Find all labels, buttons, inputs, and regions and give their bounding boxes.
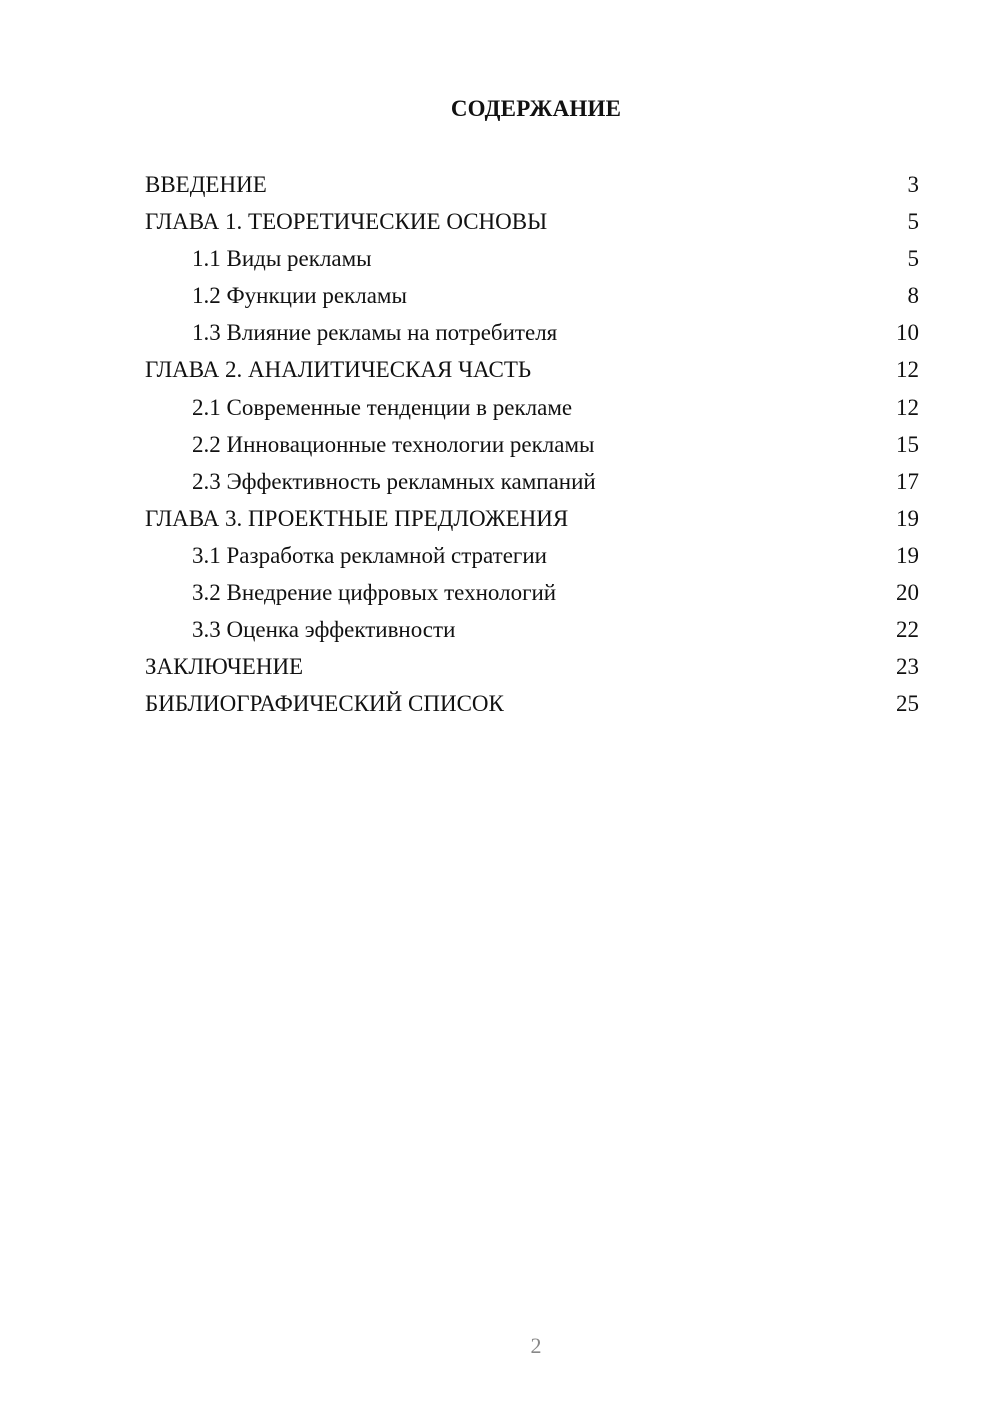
toc-entry-chapter-1[interactable] <box>145 203 919 240</box>
toc-entry-title: 2.3 Эффективность рекламных кампаний <box>192 468 596 494</box>
toc-entry-title: 3.3 Оценка эффективности <box>192 617 456 643</box>
toc-entry-section-3-2[interactable] <box>145 574 919 611</box>
table-of-contents <box>145 166 919 722</box>
toc-entry-title: 1.3 Влияние рекламы на потребителя <box>192 320 558 346</box>
toc-entry-page: 10 <box>896 320 919 346</box>
toc-entry-chapter-3[interactable] <box>145 500 919 537</box>
toc-entry-section-2-1[interactable] <box>145 389 919 426</box>
toc-entry-page: 15 <box>896 431 919 457</box>
toc-entry-title: 1.2 Функции рекламы <box>192 283 407 309</box>
toc-entry-title: БИБЛИОГРАФИЧЕСКИЙ СПИСОК <box>145 691 504 717</box>
toc-entry-title: 3.1 Разработка рекламной стратегии <box>192 542 547 568</box>
toc-entry-title: ВВЕДЕНИЕ <box>145 172 267 197</box>
toc-entry-section-1-3[interactable] <box>145 314 919 351</box>
toc-entry-title: 3.2 Внедрение цифровых технологий <box>192 580 557 606</box>
toc-entry-page: 23 <box>896 654 919 680</box>
toc-entry-page: 25 <box>896 691 919 717</box>
page-title: СОДЕРЖАНИЕ <box>450 96 622 121</box>
page-number: 2 <box>530 1333 542 1358</box>
toc-entry-title: 2.1 Современные тенденции в рекламе <box>192 394 573 420</box>
toc-entry-page: 17 <box>896 468 919 494</box>
toc-entry-conclusion[interactable] <box>145 648 919 685</box>
toc-entry-title: ЗАКЛЮЧЕНИЕ <box>145 654 304 680</box>
toc-entry-title: ГЛАВА 3. ПРОЕКТНЫЕ ПРЕДЛОЖЕНИЯ <box>145 505 569 531</box>
toc-entry-title: 2.2 Инновационные технологии рекламы <box>192 431 595 457</box>
toc-entry-page: 5 <box>907 246 919 272</box>
toc-entry-page: 12 <box>896 394 919 420</box>
toc-entry-bibliography[interactable] <box>145 685 919 722</box>
toc-entry-title: ГЛАВА 1. ТЕОРЕТИЧЕСКИЕ ОСНОВЫ <box>145 209 548 235</box>
toc-entry-page: 19 <box>896 542 919 568</box>
toc-entry-title: ГЛАВА 2. АНАЛИТИЧЕСКАЯ ЧАСТЬ <box>145 357 532 383</box>
toc-entry-section-2-3[interactable] <box>145 463 919 500</box>
toc-entry-section-1-1[interactable] <box>145 240 919 277</box>
toc-entry-introduction[interactable] <box>145 166 919 203</box>
toc-entry-chapter-2[interactable] <box>145 351 919 388</box>
toc-entry-section-3-1[interactable] <box>145 537 919 574</box>
toc-entry-page: 20 <box>896 580 919 606</box>
toc-entry-page: 12 <box>896 357 919 383</box>
toc-entry-page: 19 <box>896 505 919 531</box>
toc-entry-section-1-2[interactable] <box>145 277 919 314</box>
toc-entry-section-2-2[interactable] <box>145 426 919 463</box>
toc-entry-section-3-3[interactable] <box>145 611 919 648</box>
toc-entry-page: 8 <box>907 283 919 309</box>
toc-entry-page: 5 <box>907 209 919 235</box>
toc-entry-title: 1.1 Виды рекламы <box>192 246 372 272</box>
toc-entry-page: 3 <box>907 172 919 197</box>
toc-entry-page: 22 <box>896 617 919 643</box>
